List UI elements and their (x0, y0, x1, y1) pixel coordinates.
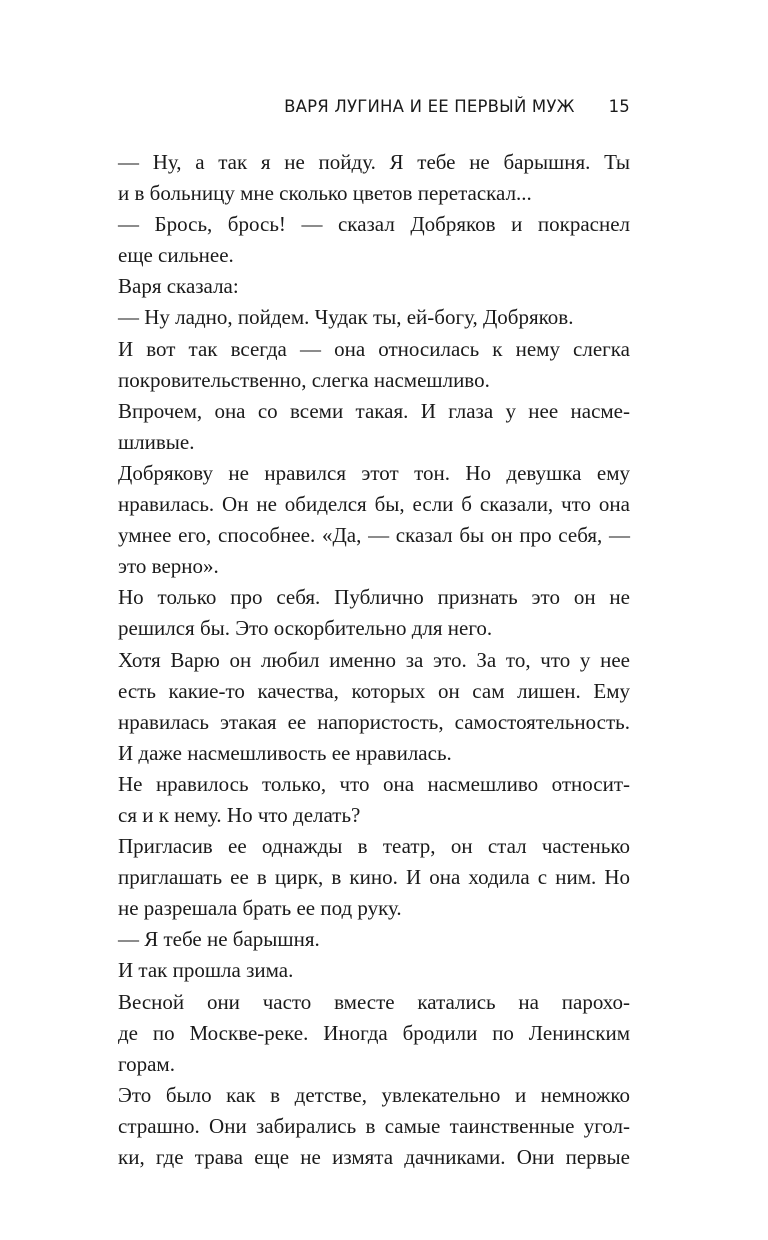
text-line: и в больницу мне сколько цветов перетаскал... (118, 181, 532, 206)
text-line: Впрочем, она со всеми такая. И глаза у нее насме- (118, 398, 630, 423)
text-line: Не нравилось только, что она насмешливо относит- (118, 771, 630, 796)
text-line: — Ну ладно, пойдем. Чудак ты, ей-богу, Добряков. (118, 305, 574, 330)
text-line: это верно». (118, 554, 219, 579)
text-line: И даже насмешливость ее нравилась. (118, 740, 452, 765)
text-line: есть какие-то качества, которых он сам лишен. Ему (118, 678, 630, 703)
text-line: — Я тебе не барышня. (118, 927, 320, 952)
text-line: шливые. (118, 429, 195, 454)
text-line: приглашать ее в цирк, в кино. И она ходила с ним. Но (118, 865, 630, 890)
text-line: И так прошла зима. (118, 958, 294, 983)
text-line: решился бы. Это оскорбительно для него. (118, 616, 493, 641)
page-number: 15 (608, 97, 630, 116)
text-line: Но только про себя. Публично признать это он не (118, 585, 630, 610)
text-line: — Брось, брось! — сказал Добряков и покраснел (118, 212, 630, 237)
text-line: Хотя Варю он любил именно за это. За то, что у нее (118, 647, 630, 672)
text-line: еще сильнее. (118, 243, 234, 268)
running-header (118, 96, 630, 118)
text-line: Пригласив ее однажды в театр, он стал частенько (118, 834, 630, 859)
text-line: — Ну, а так я не пойду. Я тебе не барышня. Ты (118, 150, 630, 174)
text-line: Это было как в детстве, увлекательно и немножко (118, 1082, 630, 1107)
text-line: нравилась. Он не обиделся бы, если б сказали, что она (118, 492, 630, 517)
text-line: Весной они часто вместе катались на парохо- (118, 989, 630, 1014)
body-text (118, 147, 630, 1173)
text-line: умнее его, способнее. «Да, — сказал бы он про себя, — (118, 523, 630, 548)
text-line: покровительственно, слегка насмешливо. (118, 367, 490, 392)
book-page (118, 0, 630, 1240)
text-line: горам. (118, 1051, 175, 1076)
text-line: ся и к нему. Но что делать? (118, 802, 361, 827)
text-line: Добрякову не нравился этот тон. Но девушка ему (118, 460, 630, 485)
text-line: Варя сказала: (118, 274, 239, 299)
text-line: не разрешала брать ее под руку. (118, 896, 402, 921)
running-title: ВАРЯ ЛУГИНА И ЕЕ ПЕРВЫЙ МУЖ (284, 97, 575, 116)
text-line: де по Москве-реке. Иногда бродили по Ленинским (118, 1020, 630, 1045)
text-line: И вот так всегда — она относилась к нему слегка (118, 336, 630, 361)
text-line: страшно. Они забирались в самые таинственные угол- (118, 1113, 630, 1138)
text-line: нравилась этакая ее напористость, самостоятельность. (118, 709, 630, 734)
text-line: ки, где трава еще не измята дачниками. Они первые (118, 1145, 630, 1169)
